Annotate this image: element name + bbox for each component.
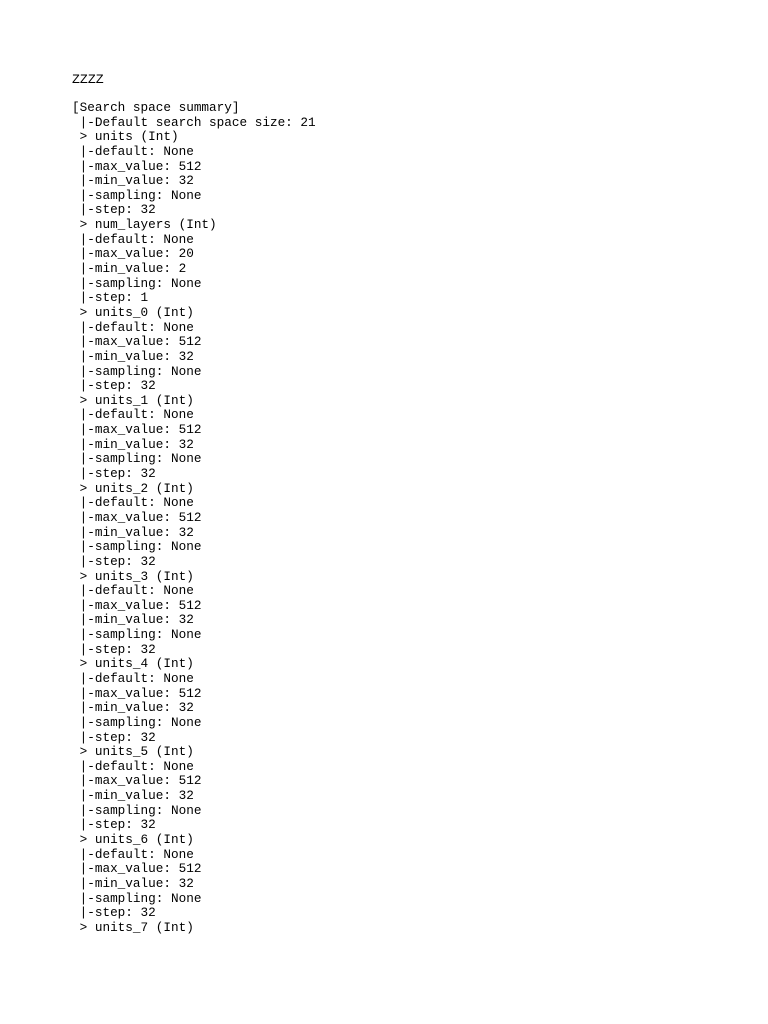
hyperparameter-property: |-step: 32	[72, 202, 156, 218]
summary-size-line: |-Default search space size: 21	[72, 114, 316, 130]
hyperparameter-property: |-sampling: None	[72, 714, 202, 730]
hyperparameter-property: |-sampling: None	[72, 275, 202, 291]
hyperparameter-property: |-sampling: None	[72, 539, 202, 555]
hyperparameter-list	[72, 130, 712, 935]
hyperparameter-property: |-min_value: 32	[72, 700, 194, 716]
hyperparameter-property: |-sampling: None	[72, 802, 202, 818]
hyperparameter-property: |-max_value: 512	[72, 597, 202, 613]
hyperparameter-property: |-default: None	[72, 495, 194, 511]
hyperparameter-header: > units_5 (Int)	[72, 744, 194, 760]
hyperparameter-block	[72, 657, 712, 745]
hyperparameter-header: > units_6 (Int)	[72, 832, 194, 848]
hyperparameter-header: > units_4 (Int)	[72, 656, 194, 672]
hyperparameter-block	[72, 482, 712, 570]
hyperparameter-property: |-step: 32	[72, 641, 156, 657]
hyperparameter-property: |-max_value: 512	[72, 773, 202, 789]
hyperparameter-block	[72, 306, 712, 394]
hyperparameter-property: |-max_value: 512	[72, 509, 202, 525]
hyperparameter-property: |-step: 32	[72, 729, 156, 745]
hyperparameter-property: |-max_value: 512	[72, 334, 202, 350]
hyperparameter-block	[72, 394, 712, 482]
hyperparameter-block	[72, 218, 712, 306]
document-page	[72, 72, 712, 936]
hyperparameter-property: |-default: None	[72, 231, 194, 247]
hyperparameter-property: |-step: 32	[72, 905, 156, 921]
hyperparameter-header: > units_1 (Int)	[72, 392, 194, 408]
hyperparameter-property: |-min_value: 32	[72, 612, 194, 628]
hyperparameter-property: |-default: None	[72, 319, 194, 335]
hyperparameter-block	[72, 921, 712, 936]
hyperparameter-property: |-max_value: 20	[72, 246, 194, 262]
hyperparameter-property: |-sampling: None	[72, 187, 202, 203]
hyperparameter-property: |-min_value: 2	[72, 261, 187, 277]
summary-title: [Search space summary]	[72, 100, 240, 115]
hyperparameter-property: |-default: None	[72, 758, 194, 774]
hyperparameter-property: |-min_value: 32	[72, 788, 194, 804]
hyperparameter-property: |-default: None	[72, 143, 194, 159]
hyperparameter-block	[72, 745, 712, 833]
hyperparameter-property: |-step: 32	[72, 466, 156, 482]
search-space-summary	[72, 101, 712, 936]
hyperparameter-property: |-max_value: 512	[72, 861, 202, 877]
hyperparameter-property: |-step: 32	[72, 553, 156, 569]
hyperparameter-property: |-min_value: 32	[72, 524, 194, 540]
hyperparameter-property: |-min_value: 32	[72, 436, 194, 452]
hyperparameter-property: |-min_value: 32	[72, 348, 194, 364]
hyperparameter-property: |-max_value: 512	[72, 685, 202, 701]
hyperparameter-header: > units_7 (Int)	[72, 919, 194, 935]
hyperparameter-property: |-default: None	[72, 670, 194, 686]
hyperparameter-header: > units_3 (Int)	[72, 568, 194, 584]
hyperparameter-header: > num_layers (Int)	[72, 217, 217, 233]
hyperparameter-property: |-max_value: 512	[72, 158, 202, 174]
hyperparameter-property: |-sampling: None	[72, 363, 202, 379]
hyperparameter-property: |-default: None	[72, 407, 194, 423]
hyperparameter-property: |-default: None	[72, 583, 194, 599]
hyperparameter-block	[72, 130, 712, 218]
hyperparameter-property: |-default: None	[72, 846, 194, 862]
hyperparameter-property: |-min_value: 32	[72, 875, 194, 891]
hyperparameter-header: > units_2 (Int)	[72, 480, 194, 496]
hyperparameter-property: |-sampling: None	[72, 890, 202, 906]
hyperparameter-property: |-min_value: 32	[72, 173, 194, 189]
hyperparameter-property: |-step: 1	[72, 290, 149, 306]
hyperparameter-block	[72, 570, 712, 658]
hyperparameter-property: |-step: 32	[72, 378, 156, 394]
hyperparameter-property: |-max_value: 512	[72, 422, 202, 438]
document-heading: ZZZZ	[72, 72, 104, 87]
hyperparameter-block	[72, 833, 712, 921]
hyperparameter-property: |-sampling: None	[72, 627, 202, 643]
hyperparameter-header: > units_0 (Int)	[72, 304, 194, 320]
hyperparameter-property: |-sampling: None	[72, 451, 202, 467]
hyperparameter-header: > units (Int)	[72, 129, 179, 145]
hyperparameter-property: |-step: 32	[72, 817, 156, 833]
